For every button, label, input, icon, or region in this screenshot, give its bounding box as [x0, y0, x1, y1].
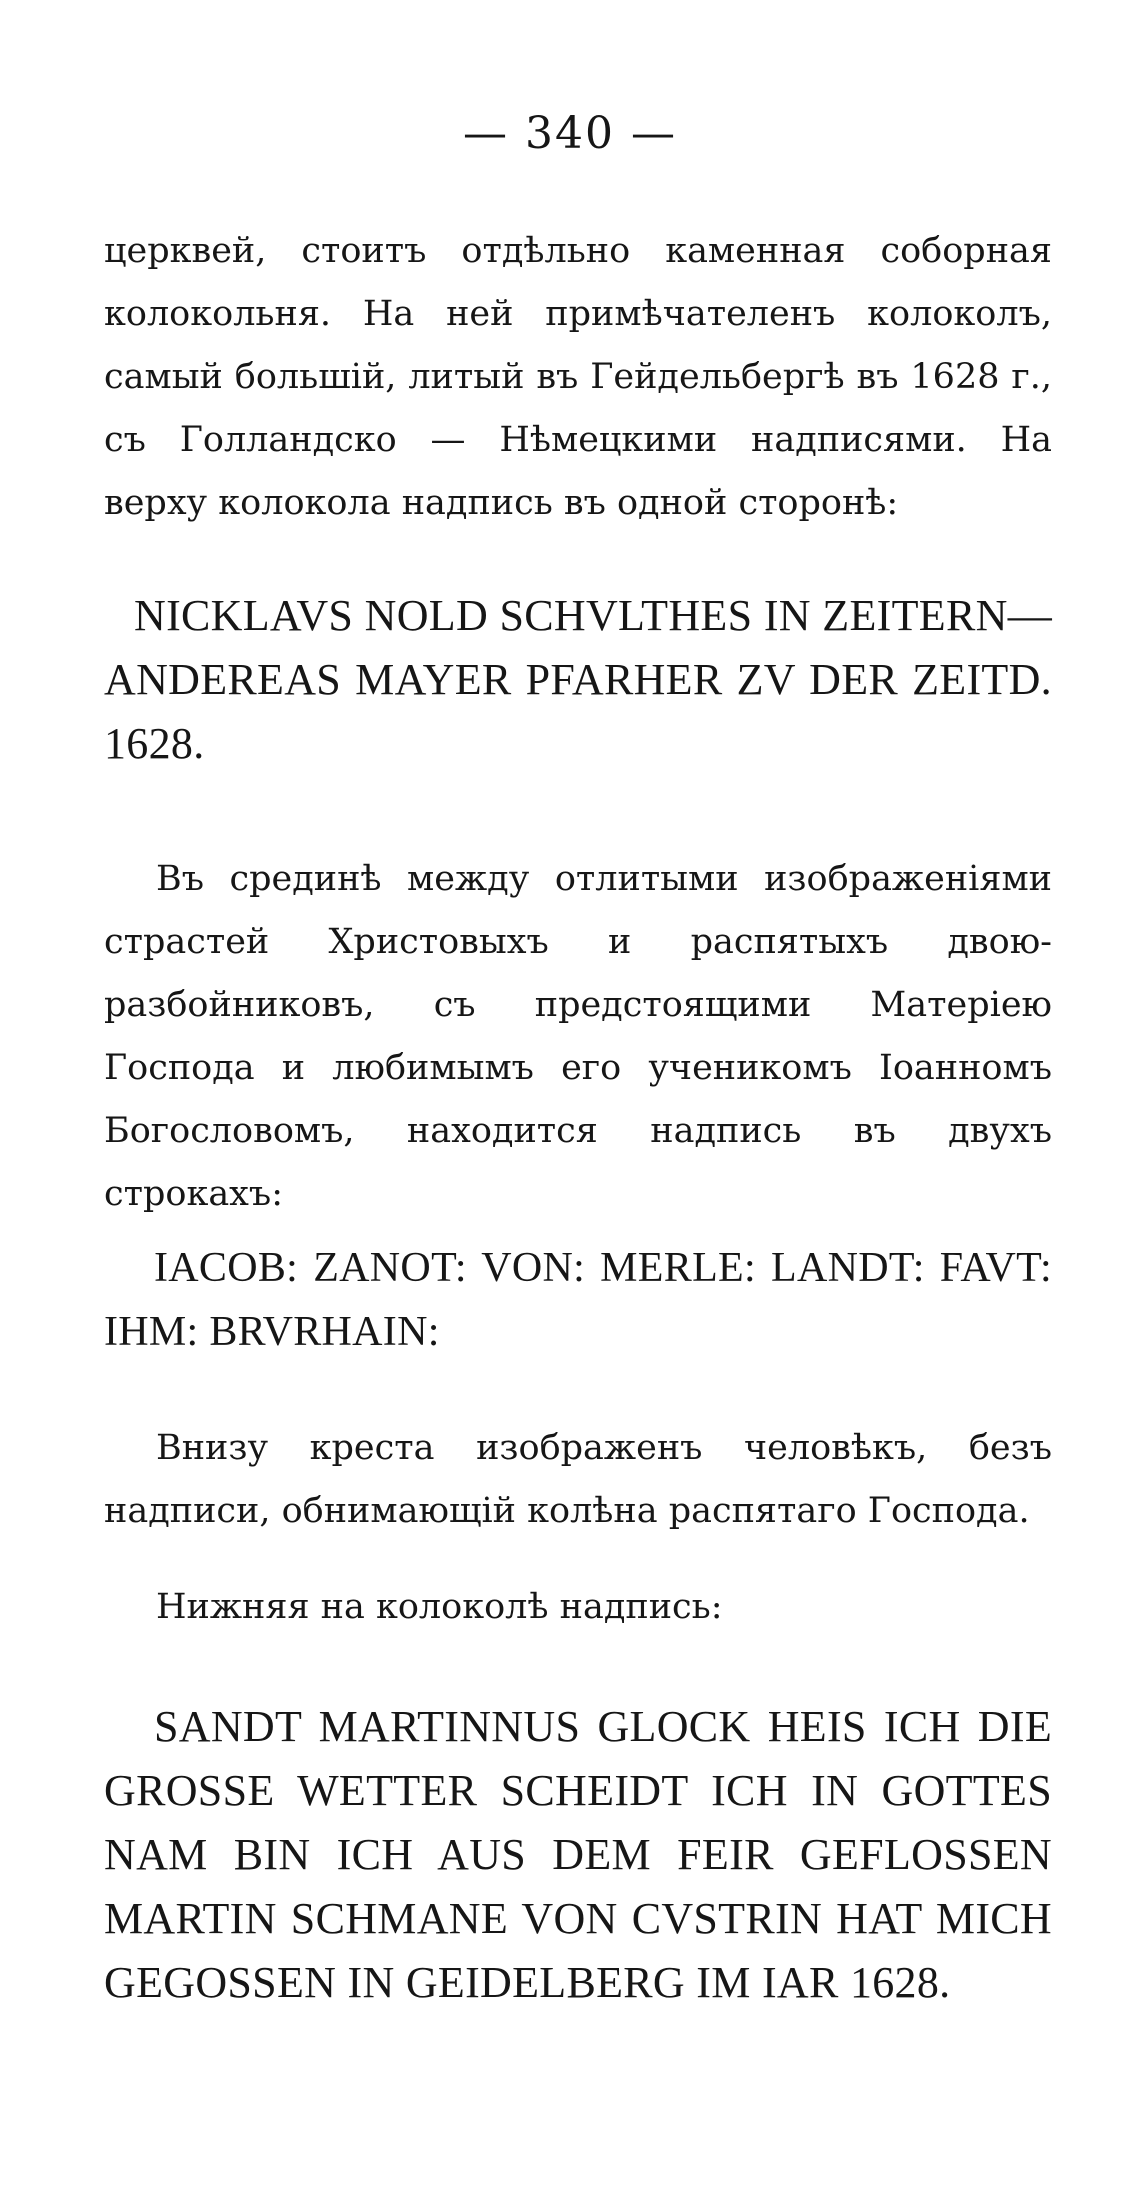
paragraph-middle-inscription: Въ срединѣ между отлитыми изображеніями страстей Христовыхъ и распятыхъ двою-разбойниковъ, съ предстоящими Матеріею Господа и любимымъ его ученикомъ Іоанномъ Богословомъ, находится надпись въ двухъ строкахъ:: [104, 859, 1052, 1214]
paragraph-lower-inscription-intro: Нижняя на колоколѣ надпись:: [156, 1587, 723, 1627]
inscription-top: NICKLAVS NOLD SCHVLTHES IN ZEITERN— ANDEREAS MAYER PFARHER ZV DER ZEITD. 1628.: [104, 591, 1052, 768]
paragraph-bell-tower: церквей, стоитъ отдѣльно каменная соборная колокольня. На ней примѣчателенъ колоколъ, самый большій, литый въ Гейдельбергѣ въ 1628 г., съ Голландско — Нѣмецкими надписями. На верху колокола надпись въ одной сторонѣ:: [104, 231, 1052, 523]
inscription-bottom: SANDT MARTINNUS GLOCK HEIS ICH DIE GROSSE WETTER SCHEIDT ICH IN GOTTES NAM BIN ICH AUS DEM FEIR GEFLOSSEN MARTIN SCHMANE VON CVSTRIN HAT MICH GEGOSSEN IN GEIDELBERG IM IAR 1628.: [104, 1702, 1052, 2007]
inscription-middle: IACOB: ZANOT: VON: MERLE: LANDT: FAVT: IHM: BRVRHAIN:: [104, 1245, 1052, 1355]
page-number: — 340 —: [463, 108, 677, 159]
paragraph-below-cross: Внизу креста изображенъ человѣкъ, безъ надписи, обнимающій колѣна распятаго Господа.: [104, 1428, 1052, 1531]
